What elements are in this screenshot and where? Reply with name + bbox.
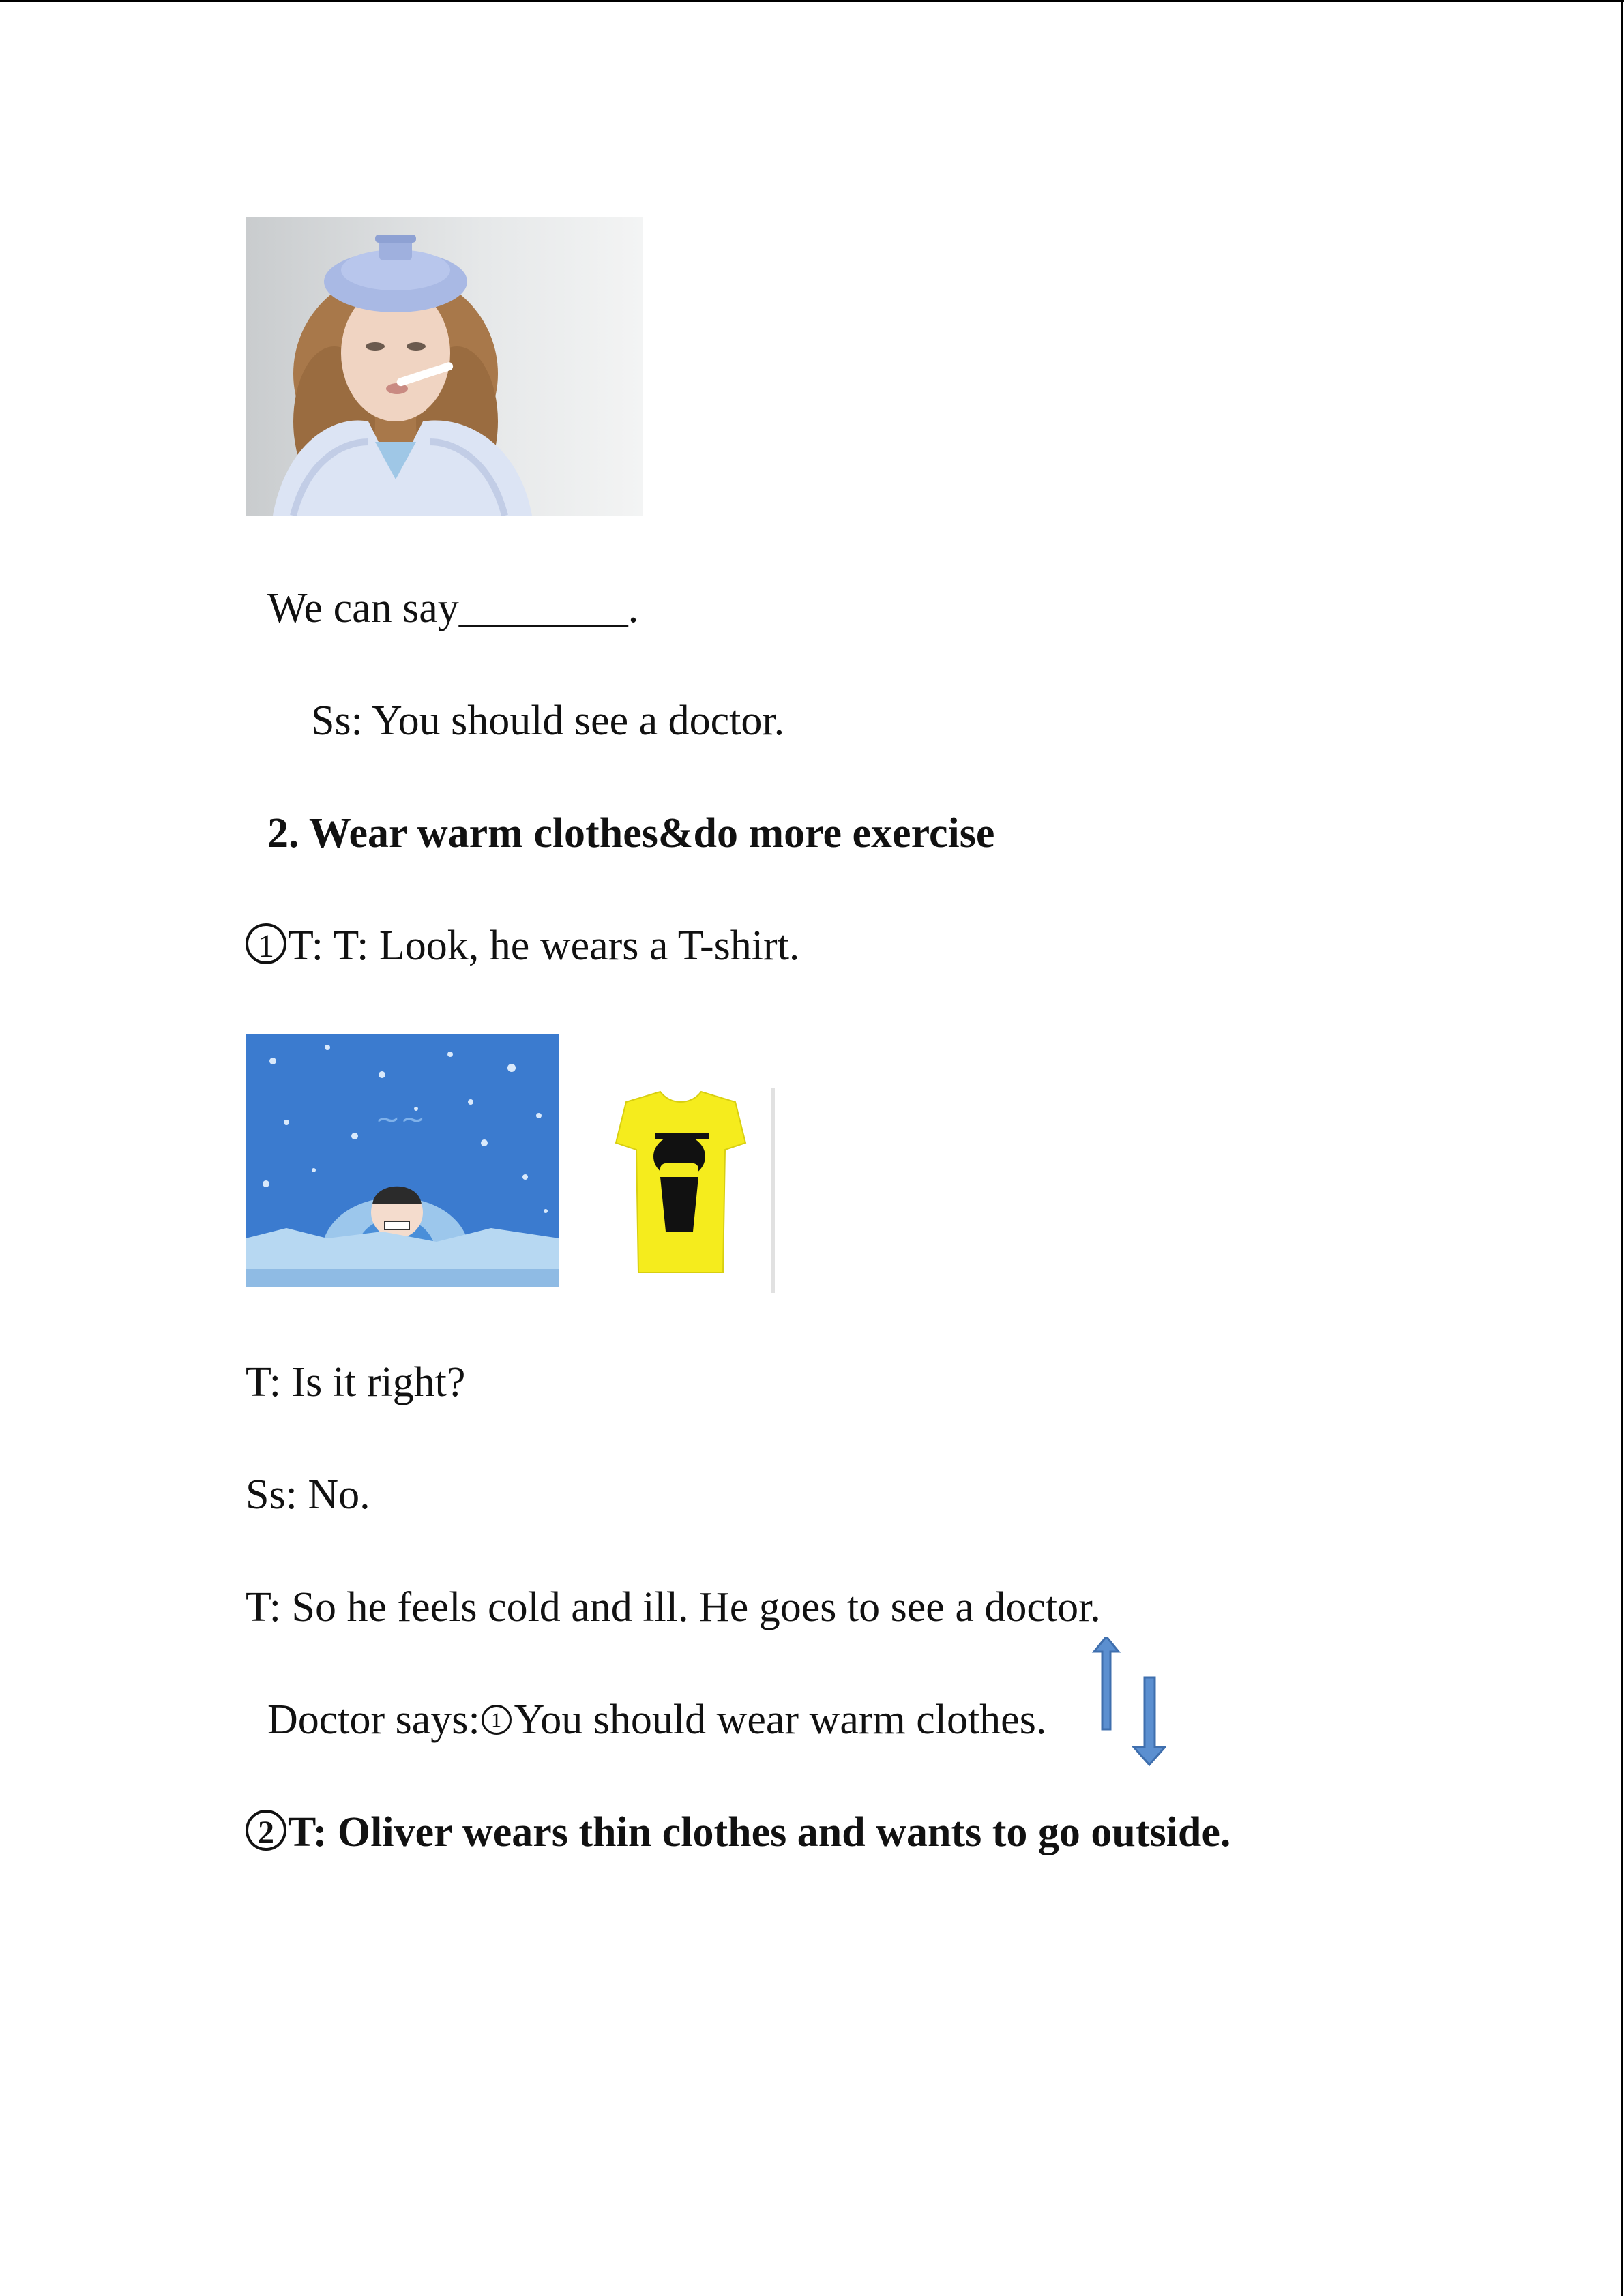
yellow-tshirt-image (592, 1088, 790, 1293)
question-1-text: T: T: Look, he wears a T-shirt. (288, 923, 800, 969)
question-2-text: T: Oliver wears thin clothes and wants to go outside. (288, 1809, 1231, 1855)
circled-number-1-small: 1 (482, 1705, 512, 1735)
down-arrow-icon (1134, 1678, 1165, 1765)
arrows-graphic (1091, 1637, 1166, 1773)
teacher-question-right: T: Is it right? (246, 1359, 466, 1405)
sick-girl-photo (246, 217, 643, 516)
doctor-advice-text: You should wear warm clothes. (514, 1697, 1047, 1743)
svg-text:~~: ~~ (375, 1102, 426, 1137)
ss-answer-doctor: Ss: You should see a doctor. (311, 698, 785, 744)
ss-answer-no: Ss: No. (246, 1472, 370, 1518)
teacher-feels-cold: T: So he feels cold and ill. He goes to see a doctor. (246, 1584, 1101, 1630)
doctor-says-line (267, 1695, 1046, 1744)
we-can-say-line: We can say________. (267, 585, 639, 631)
cold-cartoon-image (246, 1034, 559, 1287)
page-border-top (0, 0, 1624, 2)
page-border-right (1621, 0, 1623, 2296)
circled-number-2: 2 (246, 1810, 286, 1851)
question-2-line (246, 1808, 1230, 1857)
question-1-line (246, 921, 799, 970)
up-arrow-icon (1094, 1637, 1119, 1729)
section-heading: 2. Wear warm clothes&do more exercise (267, 810, 995, 856)
circled-number-1: 1 (246, 923, 286, 964)
doctor-says-label: Doctor says: (267, 1697, 480, 1743)
